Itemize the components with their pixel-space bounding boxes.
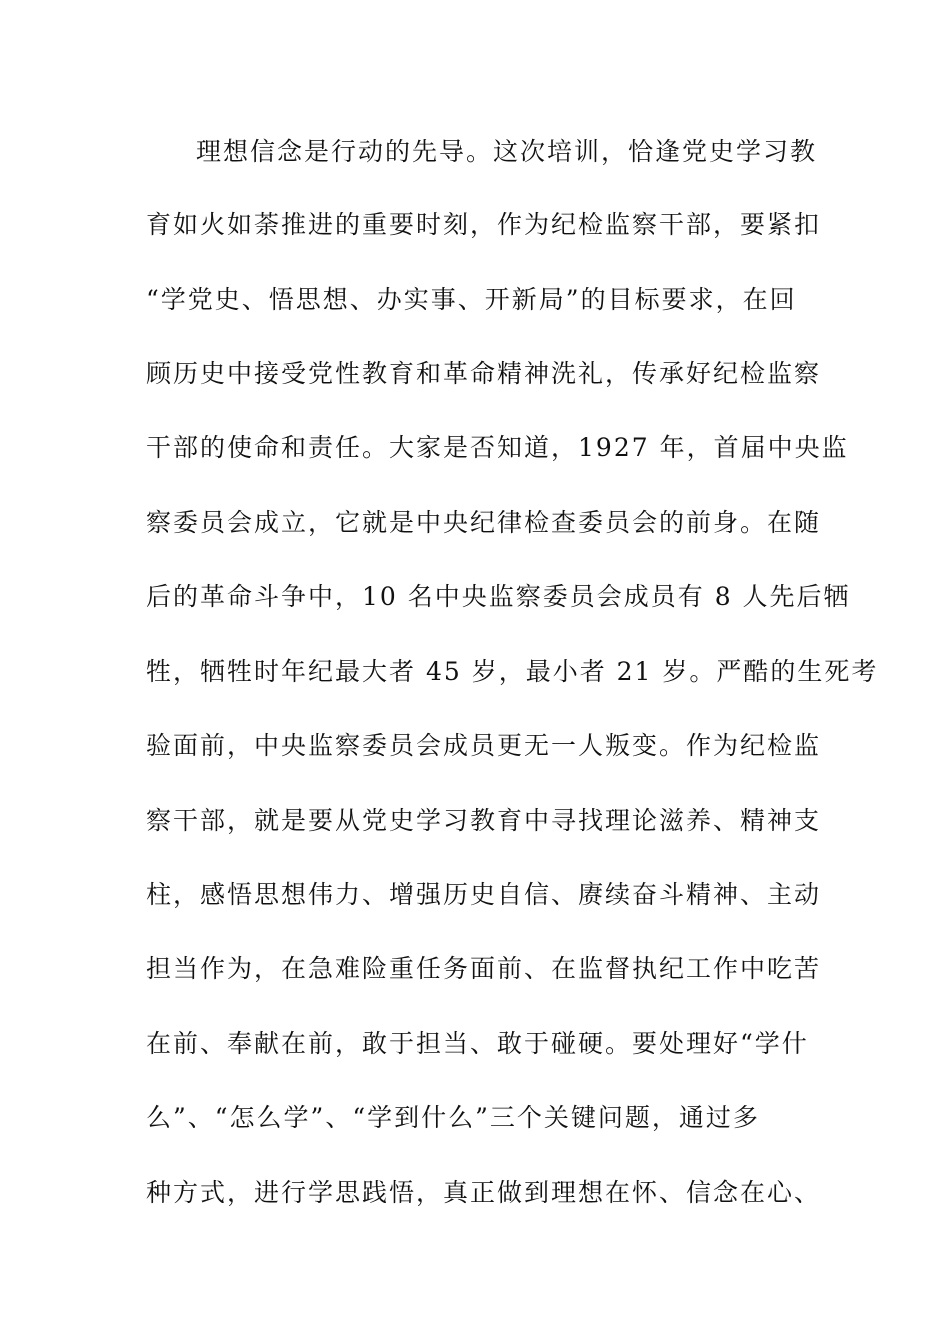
paragraph-line-12: 担当作为，在急难险重任务面前、在监督执纪工作中吃苦: [146, 954, 822, 983]
paragraph-line-8: 牲，牺牲时年纪最大者 45 岁，最小者 21 岁。严酷的生死考: [146, 657, 879, 686]
paragraph-line-4: 顾历史中接受党性教育和革命精神洗礼，传承好纪检监察: [146, 359, 822, 388]
paragraph-line-14: 么”、“怎么学”、“学到什么”三个关键问题，通过多: [146, 1103, 760, 1132]
paragraph-line-6: 察委员会成立，它就是中央纪律检查委员会的前身。在随: [146, 508, 822, 537]
paragraph-line-3: “学党史、悟思想、办实事、开新局”的目标要求，在回: [146, 285, 797, 314]
paragraph-line-2: 育如火如荼推进的重要时刻，作为纪检监察干部，要紧扣: [146, 210, 822, 239]
paragraph-line-7: 后的革命斗争中，10 名中央监察委员会成员有 8 人先后牺: [146, 582, 851, 611]
paragraph-line-1: 理想信念是行动的先导。这次培训，恰逢党史学习教: [196, 137, 818, 166]
paragraph-line-15: 种方式，进行学思践悟，真正做到理想在怀、信念在心、: [146, 1178, 822, 1207]
paragraph-line-11: 柱，感悟思想伟力、增强历史自信、赓续奋斗精神、主动: [146, 880, 822, 909]
paragraph-line-13: 在前、奉献在前，敢于担当、敢于碰硬。要处理好“学什: [146, 1029, 809, 1058]
paragraph-line-9: 验面前，中央监察委员会成员更无一人叛变。作为纪检监: [146, 731, 822, 760]
paragraph-line-5: 干部的使命和责任。大家是否知道，1927 年，首届中央监: [146, 433, 849, 462]
paragraph-line-10: 察干部，就是要从党史学习教育中寻找理论滋养、精神支: [146, 806, 822, 835]
